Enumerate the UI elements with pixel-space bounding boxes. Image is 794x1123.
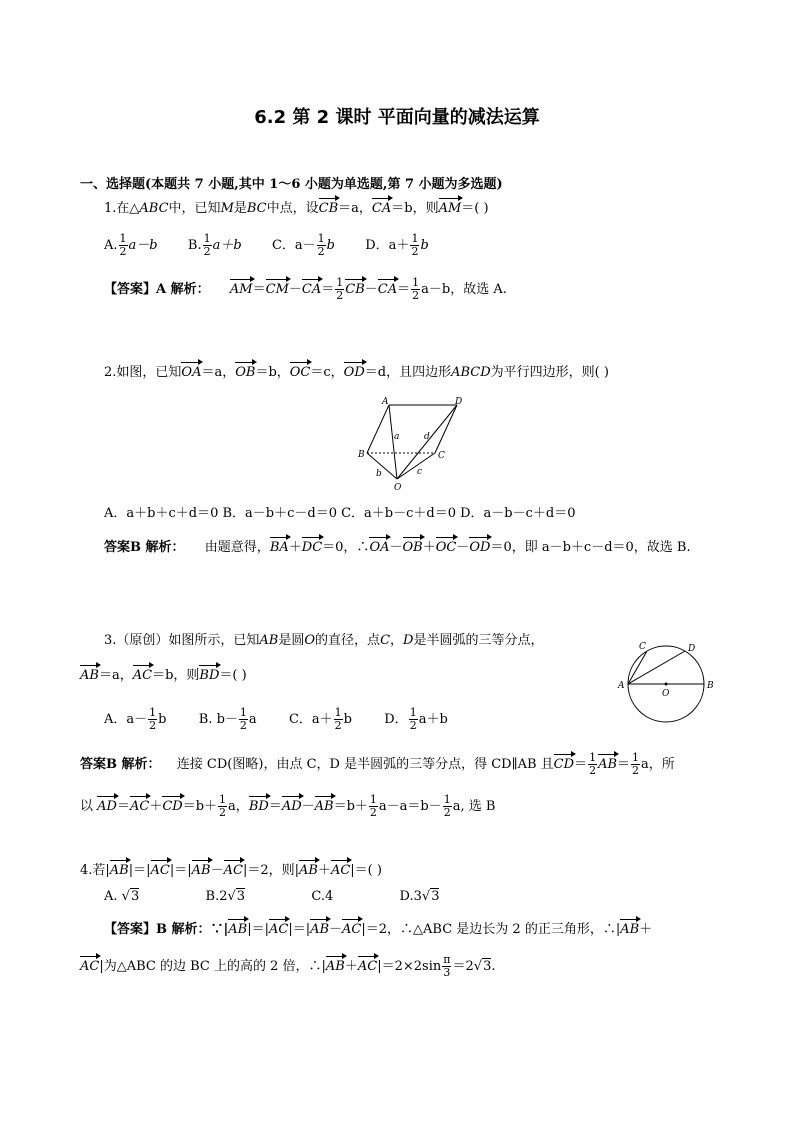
question-3-options	[104, 707, 448, 732]
question-1-options	[104, 233, 429, 258]
label-d: d	[424, 432, 430, 442]
option-c[interactable]: C．a－ $\frac{1}{2}$ b	[271, 232, 335, 258]
label-c: c	[417, 467, 423, 477]
label-C: C	[639, 642, 646, 652]
label-a: a	[394, 432, 400, 442]
question-2-options	[104, 504, 576, 524]
question-2-answer: 答案B 解析： 由题意得，BA＋DC＝0，∴OA－OB＋OC－OD＝0，即 a－b＋c－d＝0，故选 B.	[104, 538, 691, 558]
question-4-answer-2: AC|为△ABC 的边 BC 上的高的 2 倍，∴|AB＋AC|＝2×2sin $\frac{\pi}{3}$ ＝2√3.	[80, 953, 496, 979]
option-a[interactable]: A．a－ $\frac{1}{2}$ b	[104, 706, 167, 732]
question-2-stem: 2.如图，已知OA＝a，OB＝b，OC＝c，OD＝d，且四边形ABCD为平行四边形，则( )	[104, 363, 609, 383]
option-a[interactable]: A. √3	[104, 889, 140, 904]
option-a[interactable]: A. $\frac{1}{2}$ a－b	[104, 232, 158, 258]
label-B: B	[707, 681, 714, 691]
option-c[interactable]: C.4	[311, 889, 334, 904]
parallelogram-figure	[352, 395, 472, 493]
option-row[interactable]: A．a＋b＋c＋d＝0 B．a－b＋c－d＝0 C．a＋b－c＋d＝0 D．a－b－c＋d＝0	[104, 506, 576, 521]
label-O: O	[394, 483, 402, 493]
question-4-answer: 【答案】B 解析：∵|AB|＝|AC|＝|AB－AC|＝2，∴△ABC 是边长为 2 的正三角形，∴|AB＋	[104, 920, 652, 940]
option-b[interactable]: B.2√3	[205, 889, 246, 904]
section-header: 一、选择题(本题共 7 小题,其中 1～6 小题为单选题,第 7 小题为多选题)	[80, 177, 503, 192]
label-D: D	[455, 397, 463, 407]
circle-figure	[616, 636, 720, 728]
label-O: O	[662, 689, 670, 699]
question-1-stem: 1.在△ABC中，已知M是BC中点，设CB＝a，CA＝b，则AM＝( )	[104, 199, 489, 219]
option-d[interactable]: D． $\frac{1}{2}$ a＋b	[384, 706, 448, 732]
label-A: A	[382, 397, 389, 407]
option-d[interactable]: D．a＋ $\frac{1}{2}$ b	[365, 232, 429, 258]
question-3-answer: 答案B 解析： 连接 CD(图略)，由点 C，D 是半圆弧的三等分点，得 CD∥AB 且CD＝ $\frac{1}{2}$ AB＝ $\frac{1}{2}$ a，所	[80, 751, 675, 777]
label-B: B	[358, 450, 365, 460]
question-1-answer: 【答案】A 解析： AM＝CM－CA＝ $\frac{1}{2}$ CB－CA＝ $\frac{1}{2}$ a－b，故选 A.	[104, 276, 507, 302]
question-4-stem: 4.若|AB|＝|AC|＝|AB－AC|＝2，则|AB＋AC|＝( )	[80, 861, 382, 881]
option-b[interactable]: B. $\frac{1}{2}$ a＋b	[187, 232, 242, 258]
question-3-stem: 3.（原创）如图所示，已知AB是圆O的直径，点C，D是半圆弧的三等分点，	[104, 633, 544, 648]
option-d[interactable]: D.3√3	[399, 889, 440, 904]
question-3-stem-2: AB＝a，AC＝b，则BD＝( )	[80, 666, 247, 686]
question-4-options	[104, 887, 439, 907]
label-D: D	[688, 644, 696, 654]
option-c[interactable]: C．a＋ $\frac{1}{2}$ b	[288, 706, 352, 732]
question-3-answer-2: 以 AD＝AC＋CD＝b＋ $\frac{1}{2}$ a，BD＝AD－AB＝b＋ $\frac{1}{2}$ a－a＝b－ $\frac{1}{2}$ a, 选 B	[80, 793, 496, 819]
label-C: C	[438, 451, 445, 461]
label-A: A	[618, 681, 625, 691]
page-title: 6.2 第 2 课时 平面向量的减法运算	[254, 107, 540, 128]
option-b[interactable]: B. b－ $\frac{1}{2}$ a	[198, 706, 257, 732]
label-b: b	[376, 469, 382, 479]
